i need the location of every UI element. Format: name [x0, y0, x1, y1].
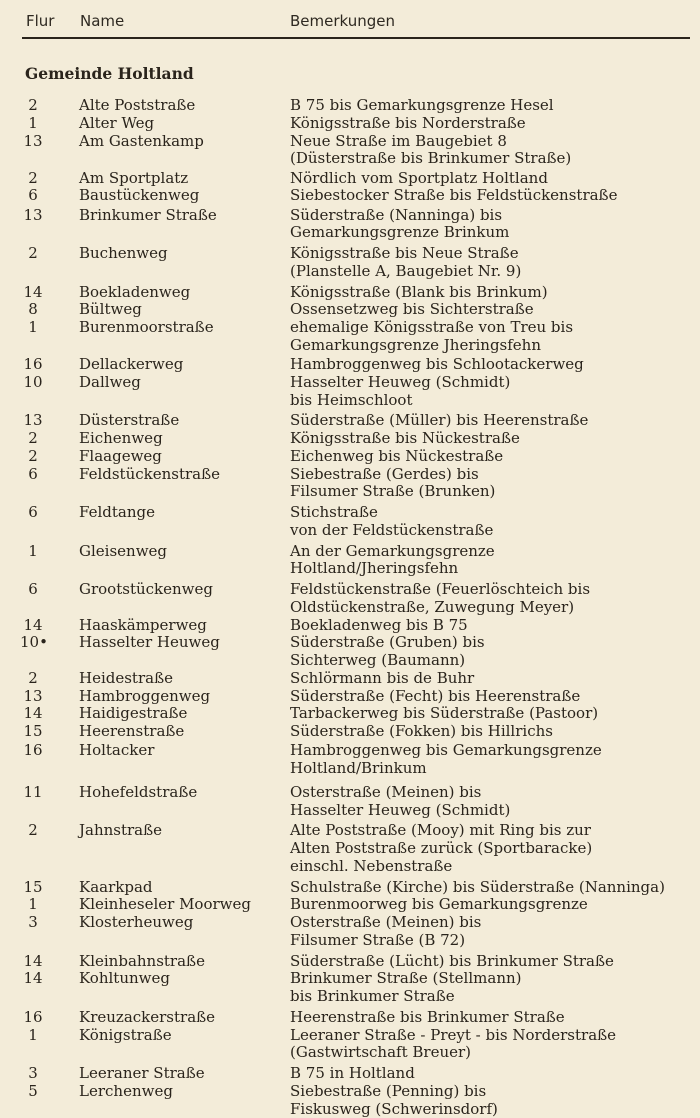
remark-line: Siebestraße (Gerdes) bis — [290, 466, 700, 484]
remark-line: Königsstraße (Blank bis Brinkum) — [290, 284, 700, 302]
remark-line: Hambroggenweg bis Schlootackerweg — [290, 356, 700, 374]
flur-number: 3 — [20, 914, 46, 932]
street-name: Eichenweg — [79, 430, 163, 448]
table-row — [0, 953, 700, 971]
street-name: Grootstückenweg — [79, 581, 213, 599]
remark-line: Burenmoorweg bis Gemarkungsgrenze — [290, 896, 700, 914]
table-row — [0, 504, 700, 540]
column-header-remarks: Bemerkungen — [290, 12, 395, 30]
table-row — [0, 723, 700, 741]
flur-number: 11 — [20, 784, 46, 802]
table-row — [0, 970, 700, 1006]
remark-line: Osterstraße (Meinen) bis — [290, 914, 700, 932]
street-name: Kleinbahnstraße — [79, 953, 205, 971]
remark-line: Eichenweg bis Nückestraße — [290, 448, 700, 466]
remark-line: Feldstückenstraße (Feuerlöschteich bis — [290, 581, 700, 599]
remark-line: Süderstraße (Lücht) bis Brinkumer Straße — [290, 953, 700, 971]
remark-line: Süderstraße (Nanninga) bis — [290, 207, 700, 225]
street-name: Hasselter Heuweg — [79, 634, 220, 652]
flur-number: 2 — [20, 670, 46, 688]
street-name: Bültweg — [79, 301, 142, 319]
table-row — [0, 1027, 700, 1063]
table-header — [0, 0, 700, 40]
street-name: Holtacker — [79, 742, 154, 760]
table-row — [0, 914, 700, 950]
flur-number: 10 — [20, 374, 46, 392]
table-row — [0, 822, 700, 875]
table-row — [0, 705, 700, 723]
remark-line: Fiskusweg (Schwerinsdorf) — [290, 1101, 700, 1118]
flur-number: 15 — [20, 879, 46, 897]
remark-line: Neue Straße im Baugebiet 8 — [290, 133, 700, 151]
remark-line: Oldstückenstraße, Zuwegung Meyer) — [290, 599, 700, 617]
remark-line: B 75 in Holtland — [290, 1065, 700, 1083]
remark-line: Königsstraße bis Nückestraße — [290, 430, 700, 448]
remark-line: Holtland/Jheringsfehn — [290, 560, 700, 578]
flur-number: 2 — [20, 430, 46, 448]
street-name: Haidigestraße — [79, 705, 187, 723]
table-row — [0, 896, 700, 914]
table-row — [0, 170, 700, 188]
remark-line: Königsstraße bis Norderstraße — [290, 115, 700, 133]
flur-number: 16 — [20, 742, 46, 760]
remark-line: Siebestocker Straße bis Feldstückenstraße — [290, 187, 700, 205]
street-name: Heerenstraße — [79, 723, 184, 741]
street-name: Alter Weg — [79, 115, 154, 133]
remark-line: Gemarkungsgrenze Brinkum — [290, 224, 700, 242]
flur-number: 1 — [20, 319, 46, 337]
remark-line: Schlörmann bis de Buhr — [290, 670, 700, 688]
table-row — [0, 543, 700, 579]
remark-line: einschl. Nebenstraße — [290, 858, 700, 876]
remark-line: (Düsterstraße bis Brinkumer Straße) — [290, 150, 700, 168]
flur-number: 14 — [20, 284, 46, 302]
remark-line: Heerenstraße bis Brinkumer Straße — [290, 1009, 700, 1027]
table-row — [0, 115, 700, 133]
street-list — [0, 97, 700, 1118]
remark-line: Hasselter Heuweg (Schmidt) — [290, 374, 700, 392]
flur-number: 14 — [20, 953, 46, 971]
remark-line: Nördlich vom Sportplatz Holtland — [290, 170, 700, 188]
remark-line: (Gastwirtschaft Breuer) — [290, 1044, 700, 1062]
table-row — [0, 1065, 700, 1083]
remark-line: Gemarkungsgrenze Jheringsfehn — [290, 337, 700, 355]
street-name: Gleisenweg — [79, 543, 167, 561]
street-name: Am Sportplatz — [79, 170, 188, 188]
street-name: Brinkumer Straße — [79, 207, 217, 225]
remark-line: Holtland/Brinkum — [290, 760, 700, 778]
table-row — [0, 412, 700, 430]
street-name: Feldstückenstraße — [79, 466, 220, 484]
remark-line: von der Feldstückenstraße — [290, 522, 700, 540]
remark-line: bis Heimschloot — [290, 392, 700, 410]
section-title: Gemeinde Holtland — [25, 64, 194, 83]
table-row — [0, 1009, 700, 1027]
flur-number: 8 — [20, 301, 46, 319]
remark-line: (Planstelle A, Baugebiet Nr. 9) — [290, 263, 700, 281]
remark-line: Süderstraße (Fecht) bis Heerenstraße — [290, 688, 700, 706]
flur-number: 2 — [20, 448, 46, 466]
table-row — [0, 581, 700, 617]
street-name: Baustückenweg — [79, 187, 199, 205]
street-name: Klosterheuweg — [79, 914, 193, 932]
remark-line: Filsumer Straße (B 72) — [290, 932, 700, 950]
street-name: Boekladenweg — [79, 284, 190, 302]
table-row — [0, 430, 700, 448]
remark-line: Ossensetzweg bis Sichterstraße — [290, 301, 700, 319]
flur-number: 5 — [20, 1083, 46, 1101]
flur-number: 13 — [20, 688, 46, 706]
flur-number: 15 — [20, 723, 46, 741]
header-rule — [22, 37, 690, 39]
remark-line: Siebestraße (Penning) bis — [290, 1083, 700, 1101]
flur-number: 1 — [20, 896, 46, 914]
table-row — [0, 284, 700, 302]
remark-line: Tarbackerweg bis Süderstraße (Pastoor) — [290, 705, 700, 723]
table-row — [0, 245, 700, 281]
street-name: Kohltunweg — [79, 970, 170, 988]
remark-line: An der Gemarkungsgrenze — [290, 543, 700, 561]
remark-line: ehemalige Königsstraße von Treu bis — [290, 319, 700, 337]
remark-line: B 75 bis Gemarkungsgrenze Hesel — [290, 97, 700, 115]
table-row — [0, 784, 700, 820]
street-name: Dallweg — [79, 374, 141, 392]
remark-line: Alten Poststraße zurück (Sportbaracke) — [290, 840, 700, 858]
street-name: Haaskämperweg — [79, 617, 207, 635]
table-row — [0, 97, 700, 115]
table-row — [0, 1083, 700, 1118]
flur-number: 3 — [20, 1065, 46, 1083]
table-row — [0, 688, 700, 706]
street-name: Jahnstraße — [79, 822, 162, 840]
table-row — [0, 207, 700, 243]
street-name: Kreuzackerstraße — [79, 1009, 215, 1027]
table-row — [0, 617, 700, 635]
remark-line: Stichstraße — [290, 504, 700, 522]
flur-number: 14 — [20, 705, 46, 723]
table-row — [0, 319, 700, 355]
flur-number: 1 — [20, 115, 46, 133]
street-name: Kleinheseler Moorweg — [79, 896, 251, 914]
remark-line: Süderstraße (Gruben) bis — [290, 634, 700, 652]
flur-number: 16 — [20, 1009, 46, 1027]
flur-number: 16 — [20, 356, 46, 374]
table-row — [0, 133, 700, 169]
flur-number: 2 — [20, 97, 46, 115]
street-name: Dellackerweg — [79, 356, 183, 374]
table-row — [0, 634, 700, 670]
street-name: Alte Poststraße — [79, 97, 195, 115]
flur-number: 6 — [20, 466, 46, 484]
street-name: Kaarkpad — [79, 879, 153, 897]
flur-number: 2 — [20, 245, 46, 263]
flur-number: 14 — [20, 970, 46, 988]
flur-number: 13 — [20, 207, 46, 225]
remark-line: Schulstraße (Kirche) bis Süderstraße (Nanninga) — [290, 879, 700, 897]
street-name: Buchenweg — [79, 245, 168, 263]
flur-number: 6 — [20, 187, 46, 205]
remark-line: Brinkumer Straße (Stellmann) — [290, 970, 700, 988]
street-name: Königstraße — [79, 1027, 172, 1045]
street-name: Feldtange — [79, 504, 155, 522]
remark-line: Boekladenweg bis B 75 — [290, 617, 700, 635]
remark-line: Sichterweg (Baumann) — [290, 652, 700, 670]
street-name: Hohefeldstraße — [79, 784, 197, 802]
flur-number: 6 — [20, 581, 46, 599]
remark-line: Hasselter Heuweg (Schmidt) — [290, 802, 700, 820]
table-row — [0, 356, 700, 374]
remark-line: Osterstraße (Meinen) bis — [290, 784, 700, 802]
remark-line: Leeraner Straße - Preyt - bis Norderstraße — [290, 1027, 700, 1045]
flur-number: 2 — [20, 170, 46, 188]
street-name: Burenmoorstraße — [79, 319, 214, 337]
flur-number: 13 — [20, 133, 46, 151]
remark-line: Königsstraße bis Neue Straße — [290, 245, 700, 263]
table-row — [0, 187, 700, 205]
flur-number: 6 — [20, 504, 46, 522]
remark-line: Süderstraße (Müller) bis Heerenstraße — [290, 412, 700, 430]
flur-number: 14 — [20, 617, 46, 635]
flur-number: 10• — [20, 634, 46, 652]
remark-line: Alte Poststraße (Mooy) mit Ring bis zur — [290, 822, 700, 840]
flur-number: 2 — [20, 822, 46, 840]
column-header-flur: Flur — [26, 12, 54, 30]
remark-line: Hambroggenweg bis Gemarkungsgrenze — [290, 742, 700, 760]
street-name: Heidestraße — [79, 670, 173, 688]
table-row — [0, 670, 700, 688]
street-name: Hambroggenweg — [79, 688, 210, 706]
street-name: Am Gastenkamp — [79, 133, 204, 151]
remark-line: bis Brinkumer Straße — [290, 988, 700, 1006]
street-name: Düsterstraße — [79, 412, 179, 430]
table-row — [0, 301, 700, 319]
remark-line: Filsumer Straße (Brunken) — [290, 483, 700, 501]
street-name: Lerchenweg — [79, 1083, 173, 1101]
flur-number: 1 — [20, 543, 46, 561]
table-row — [0, 879, 700, 897]
remark-line: Süderstraße (Fokken) bis Hillrichs — [290, 723, 700, 741]
table-row — [0, 742, 700, 778]
flur-number: 13 — [20, 412, 46, 430]
table-row — [0, 374, 700, 410]
flur-number: 1 — [20, 1027, 46, 1045]
column-header-name: Name — [80, 12, 124, 30]
street-name: Flaageweg — [79, 448, 162, 466]
street-name: Leeraner Straße — [79, 1065, 205, 1083]
table-row — [0, 448, 700, 466]
table-row — [0, 466, 700, 502]
